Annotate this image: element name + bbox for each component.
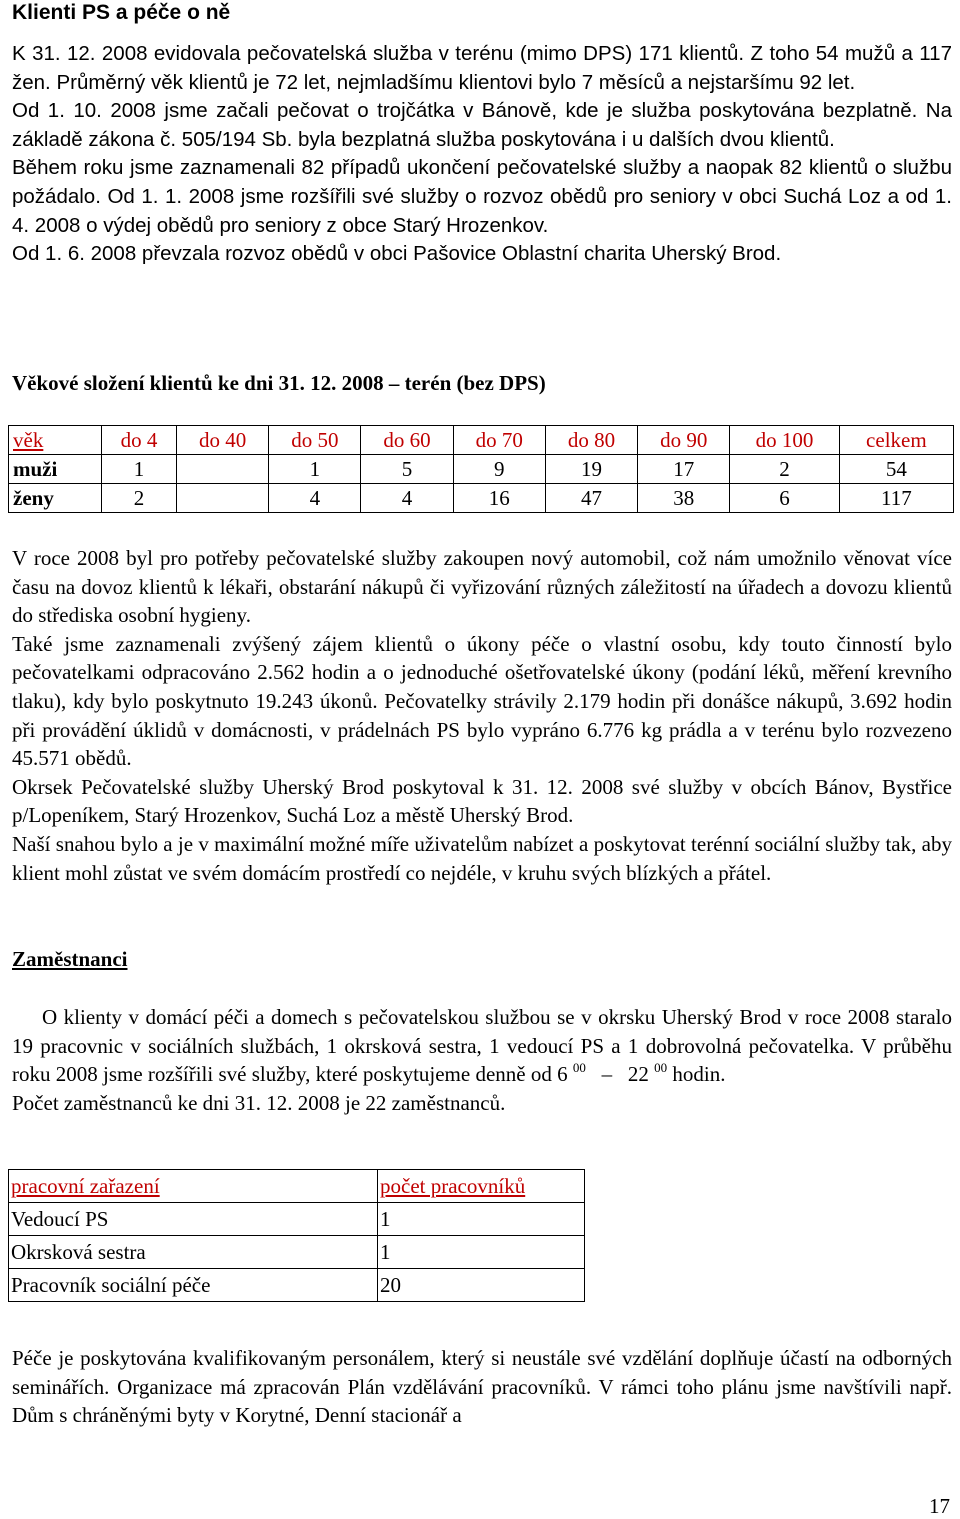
services-paragraph-2: Také jsme zaznamenali zvýšený zájem klientů o úkony péče o vlastní osobu, kdy touto činností bylo pečovatelkami odpracováno 2.562 hodin a o jednoduché ošetřovatelské úkony (podání léků, měření krevního tlaku), kdy bylo poskytnuto 19.243 úkonů. Pečovatelky strávily 2.179 hodin při donášce nákupů, 3.692 hodin při provádění úklidů v domácnosti, v prádelnách PS bylo vypráno 6.776 kg prádla a v terénu bylo rozvezeno 45.571 obědů. — [12, 631, 952, 771]
table-cell: 1 — [269, 455, 361, 484]
age-header-cell: do 80 — [545, 426, 637, 455]
staff-table — [8, 1169, 585, 1302]
staff-paragraph-text: O klienty v domácí péči a domech s pečovatelskou službou se v okrsku Uherský Brod v roce 2008 staralo 19 pracovnic v sociálních službách, 1 okrsková sestra, 1 vedoucí PS a 1 dobrovolná pečovatelka. V průběhu roku 2008 jsme rozšířili své služby, které poskytujeme denně od 6 — [12, 1005, 952, 1087]
table-cell: 1 — [378, 1236, 585, 1269]
table-cell: 6 — [730, 484, 839, 513]
staff-section — [12, 1003, 952, 1117]
age-header-cell: do 100 — [730, 426, 839, 455]
table-cell: 20 — [378, 1269, 585, 1302]
table-row — [9, 484, 954, 513]
hours-end-superscript: 00 — [654, 1060, 668, 1076]
row-label-women: ženy — [9, 484, 102, 513]
age-table — [8, 425, 954, 513]
table-cell: 4 — [269, 484, 361, 513]
table-cell: 19 — [545, 455, 637, 484]
staff-header-cell: pracovní zařazení — [9, 1170, 378, 1203]
table-cell: 117 — [839, 484, 953, 513]
table-cell: 16 — [453, 484, 545, 513]
age-header-cell: do 70 — [453, 426, 545, 455]
age-header-cell: do 50 — [269, 426, 361, 455]
intro-paragraph-4: Od 1. 6. 2008 převzala rozvoz obědů v obci Pašovice Oblastní charita Uherský Brod. — [12, 242, 782, 266]
hours-dash: – — [601, 1062, 613, 1087]
education-section — [12, 1344, 952, 1430]
row-label-men: muži — [9, 455, 102, 484]
table-cell: Okrsková sestra — [9, 1236, 378, 1269]
education-paragraph: Péče je poskytována kvalifikovaným personálem, který si neustále své vzdělání doplňuje účastí na odborných seminářích. Organizace má zpracován Plán vzdělávání pracovníků. V rámci toho plánu jsme navštívili např. Dům s chráněnými byty v Korytné, Denní stacionář a — [12, 1346, 952, 1428]
table-cell: 47 — [545, 484, 637, 513]
page-title: Klienti PS a péče o ně — [12, 1, 231, 24]
intro-paragraph-3: Během roku jsme zaznamenali 82 případů ukončení pečovatelské služby a naopak 82 klientů o službu požádalo. Od 1. 1. 2008 jsme rozšířili své služby o rozvoz obědů pro seniory v obci Suchá Loz a od 1. 4. 2008 o výdej obědů pro seniory z obce Starý Hrozenkov. — [12, 156, 952, 237]
table-cell: 2 — [730, 455, 839, 484]
age-header-cell: do 90 — [638, 426, 730, 455]
staff-heading: Zaměstnanci — [12, 947, 128, 971]
table-cell: 4 — [361, 484, 453, 513]
table-cell: 5 — [361, 455, 453, 484]
staff-header-cell: počet pracovníků — [378, 1170, 585, 1203]
services-paragraph-4: Naší snahou bylo a je v maximální možné míře uživatelům nabízet a poskytovat terénní sociální služby tak, aby klient mohl zůstat ve svém domácím prostředí co nejdéle, v kruhu svých blízkých a přátel. — [12, 831, 952, 885]
age-table-heading: Věkové složení klientů ke dni 31. 12. 2008 – terén (bez DPS) — [12, 371, 546, 395]
table-cell — [177, 455, 269, 484]
table-row — [9, 455, 954, 484]
table-cell: 38 — [638, 484, 730, 513]
table-cell: Vedoucí PS — [9, 1203, 378, 1236]
table-cell: 2 — [102, 484, 177, 513]
table-cell: 1 — [102, 455, 177, 484]
age-table-header-row — [9, 426, 954, 455]
age-header-cell: do 40 — [177, 426, 269, 455]
table-cell: 9 — [453, 455, 545, 484]
services-section — [12, 544, 952, 887]
services-paragraph-3: Okrsek Pečovatelské služby Uherský Brod poskytoval k 31. 12. 2008 své služby v obcích Bánov, Bystřice p/Lopeníkem, Starý Hrozenkov, Suchá Loz a městě Uherský Brod. — [12, 774, 952, 828]
table-row — [9, 1236, 585, 1269]
hours-tail: hodin. — [672, 1062, 726, 1087]
staff-paragraph — [12, 1003, 952, 1089]
age-header-cell: do 4 — [102, 426, 177, 455]
hours-start-superscript: 00 — [572, 1060, 586, 1076]
staff-table-header-row — [9, 1170, 585, 1203]
hours-end: 22 — [627, 1062, 649, 1087]
age-header-cell: věk — [9, 426, 102, 455]
age-header-cell: do 60 — [361, 426, 453, 455]
table-cell: Pracovník sociální péče — [9, 1269, 378, 1302]
table-cell: 17 — [638, 455, 730, 484]
clients-intro — [12, 40, 952, 269]
table-row — [9, 1269, 585, 1302]
table-row — [9, 1203, 585, 1236]
intro-paragraph-1: K 31. 12. 2008 evidovala pečovatelská služba v terénu (mimo DPS) 171 klientů. Z toho 54 mužů a 117 žen. Průměrný věk klientů je 72 let, nejmladšímu klientovi bylo 7 měsíců a nejstaršímu 92 let. — [12, 42, 952, 94]
table-cell: 1 — [378, 1203, 585, 1236]
services-paragraph-1: V roce 2008 byl pro potřeby pečovatelské služby zakoupen nový automobil, což nám umožnilo věnovat více času na dovoz klientů k lékaři, obstarání nákupů či vyřizování různých záležitostí na úřadech a dovozu klientů do střediska osobní hygieny. — [12, 546, 952, 628]
staff-count-line: Počet zaměstnanců ke dni 31. 12. 2008 je 22 zaměstnanců. — [12, 1090, 506, 1115]
table-cell: 54 — [839, 455, 953, 484]
intro-paragraph-2: Od 1. 10. 2008 jsme začali pečovat o trojčátka v Bánově, kde je služba poskytována bezplatně. Na základě zákona č. 505/194 Sb. byla bezplatná služba poskytována i u dalších dvou klientů. — [12, 99, 952, 151]
table-cell — [177, 484, 269, 513]
page-number: 17 — [929, 1494, 950, 1518]
age-header-cell: celkem — [839, 426, 953, 455]
